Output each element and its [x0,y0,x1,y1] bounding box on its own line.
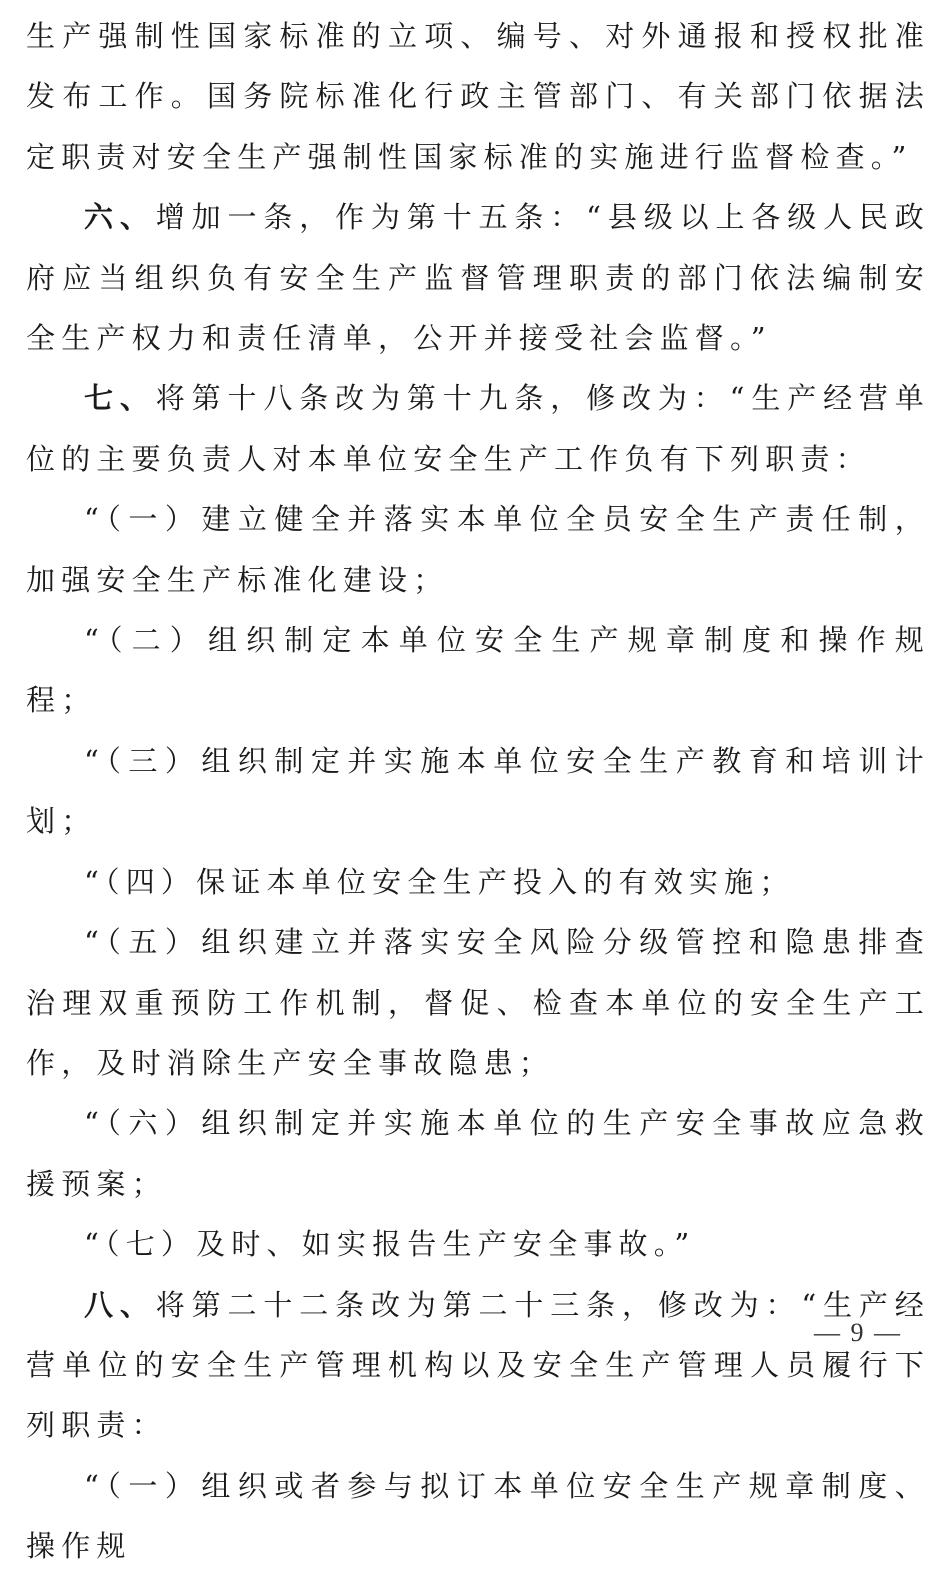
paragraph-text: “（一）组织或者参与拟订本单位安全生产规章制度、操作规 [26,1468,930,1564]
paragraph-text: “（四）保证本单位安全生产投入的有效实施； [84,864,795,899]
paragraph-text: 将第十八条改为第十九条，修改为：“生产经营单位的主要负责人对本单位安全生产工作负有下列职责： [26,381,931,476]
paragraph-text: 将第二十二条改为第二十三条，修改为：“生产经营单位的安全生产管理机构以及安全生产管理人员履行下列职责： [26,1287,931,1443]
paragraph-duty-5 [26,912,930,1093]
paragraph-continuation [26,6,930,187]
paragraph-text: “（三）组织制定并实施本单位安全生产教育和培训计划； [26,743,930,839]
paragraph-duty-2 [26,610,930,731]
paragraph-text: “（一）建立健全并落实本单位全员安全生产责任制，加强安全生产标准化建设； [26,502,930,597]
paragraph-text: “（五）组织建立并落实安全风险分级管控和隐患排查治理双重预防工作机制，督促、检查本单位的安全生产工作，及时消除生产安全事故隐患； [26,925,930,1080]
paragraph-text: 生产强制性国家标准的立项、编号、对外通报和授权批准发布工作。国务院标准化行政主管部门、有关部门依据法定职责对安全生产强制性国家标准的实施进行监督检查。” [26,19,930,174]
paragraph-lead: 八、 [84,1287,156,1322]
paragraph-duty-3 [26,731,930,852]
document-body [26,0,930,1577]
paragraph-duty-7 [26,1214,930,1274]
paragraph-item-8 [26,1275,930,1456]
page-number: — 9 — [814,1318,902,1347]
paragraph-lead: 七、 [84,381,156,416]
paragraph-text: 增加一条，作为第十五条：“县级以上各级人民政府应当组织负有安全生产监督管理职责的部门依法编制安全生产权力和责任清单，公开并接受社会监督。” [26,200,931,356]
paragraph-text: “（六）组织制定并实施本单位的生产安全事故应急救援预案； [26,1106,930,1201]
paragraph-duty-1 [26,489,930,610]
paragraph-duty-4 [26,852,930,912]
paragraph-text: “（七）及时、如实报告生产安全事故。” [84,1227,696,1262]
paragraph-lead: 六、 [84,200,156,235]
paragraph-item-6 [26,187,930,368]
paragraph-item-7 [26,368,930,489]
paragraph-duty-6 [26,1093,930,1214]
paragraph-text: “（二）组织制定本单位安全生产规章制度和操作规程； [26,623,930,718]
paragraph-management-duty-1 [26,1456,930,1577]
